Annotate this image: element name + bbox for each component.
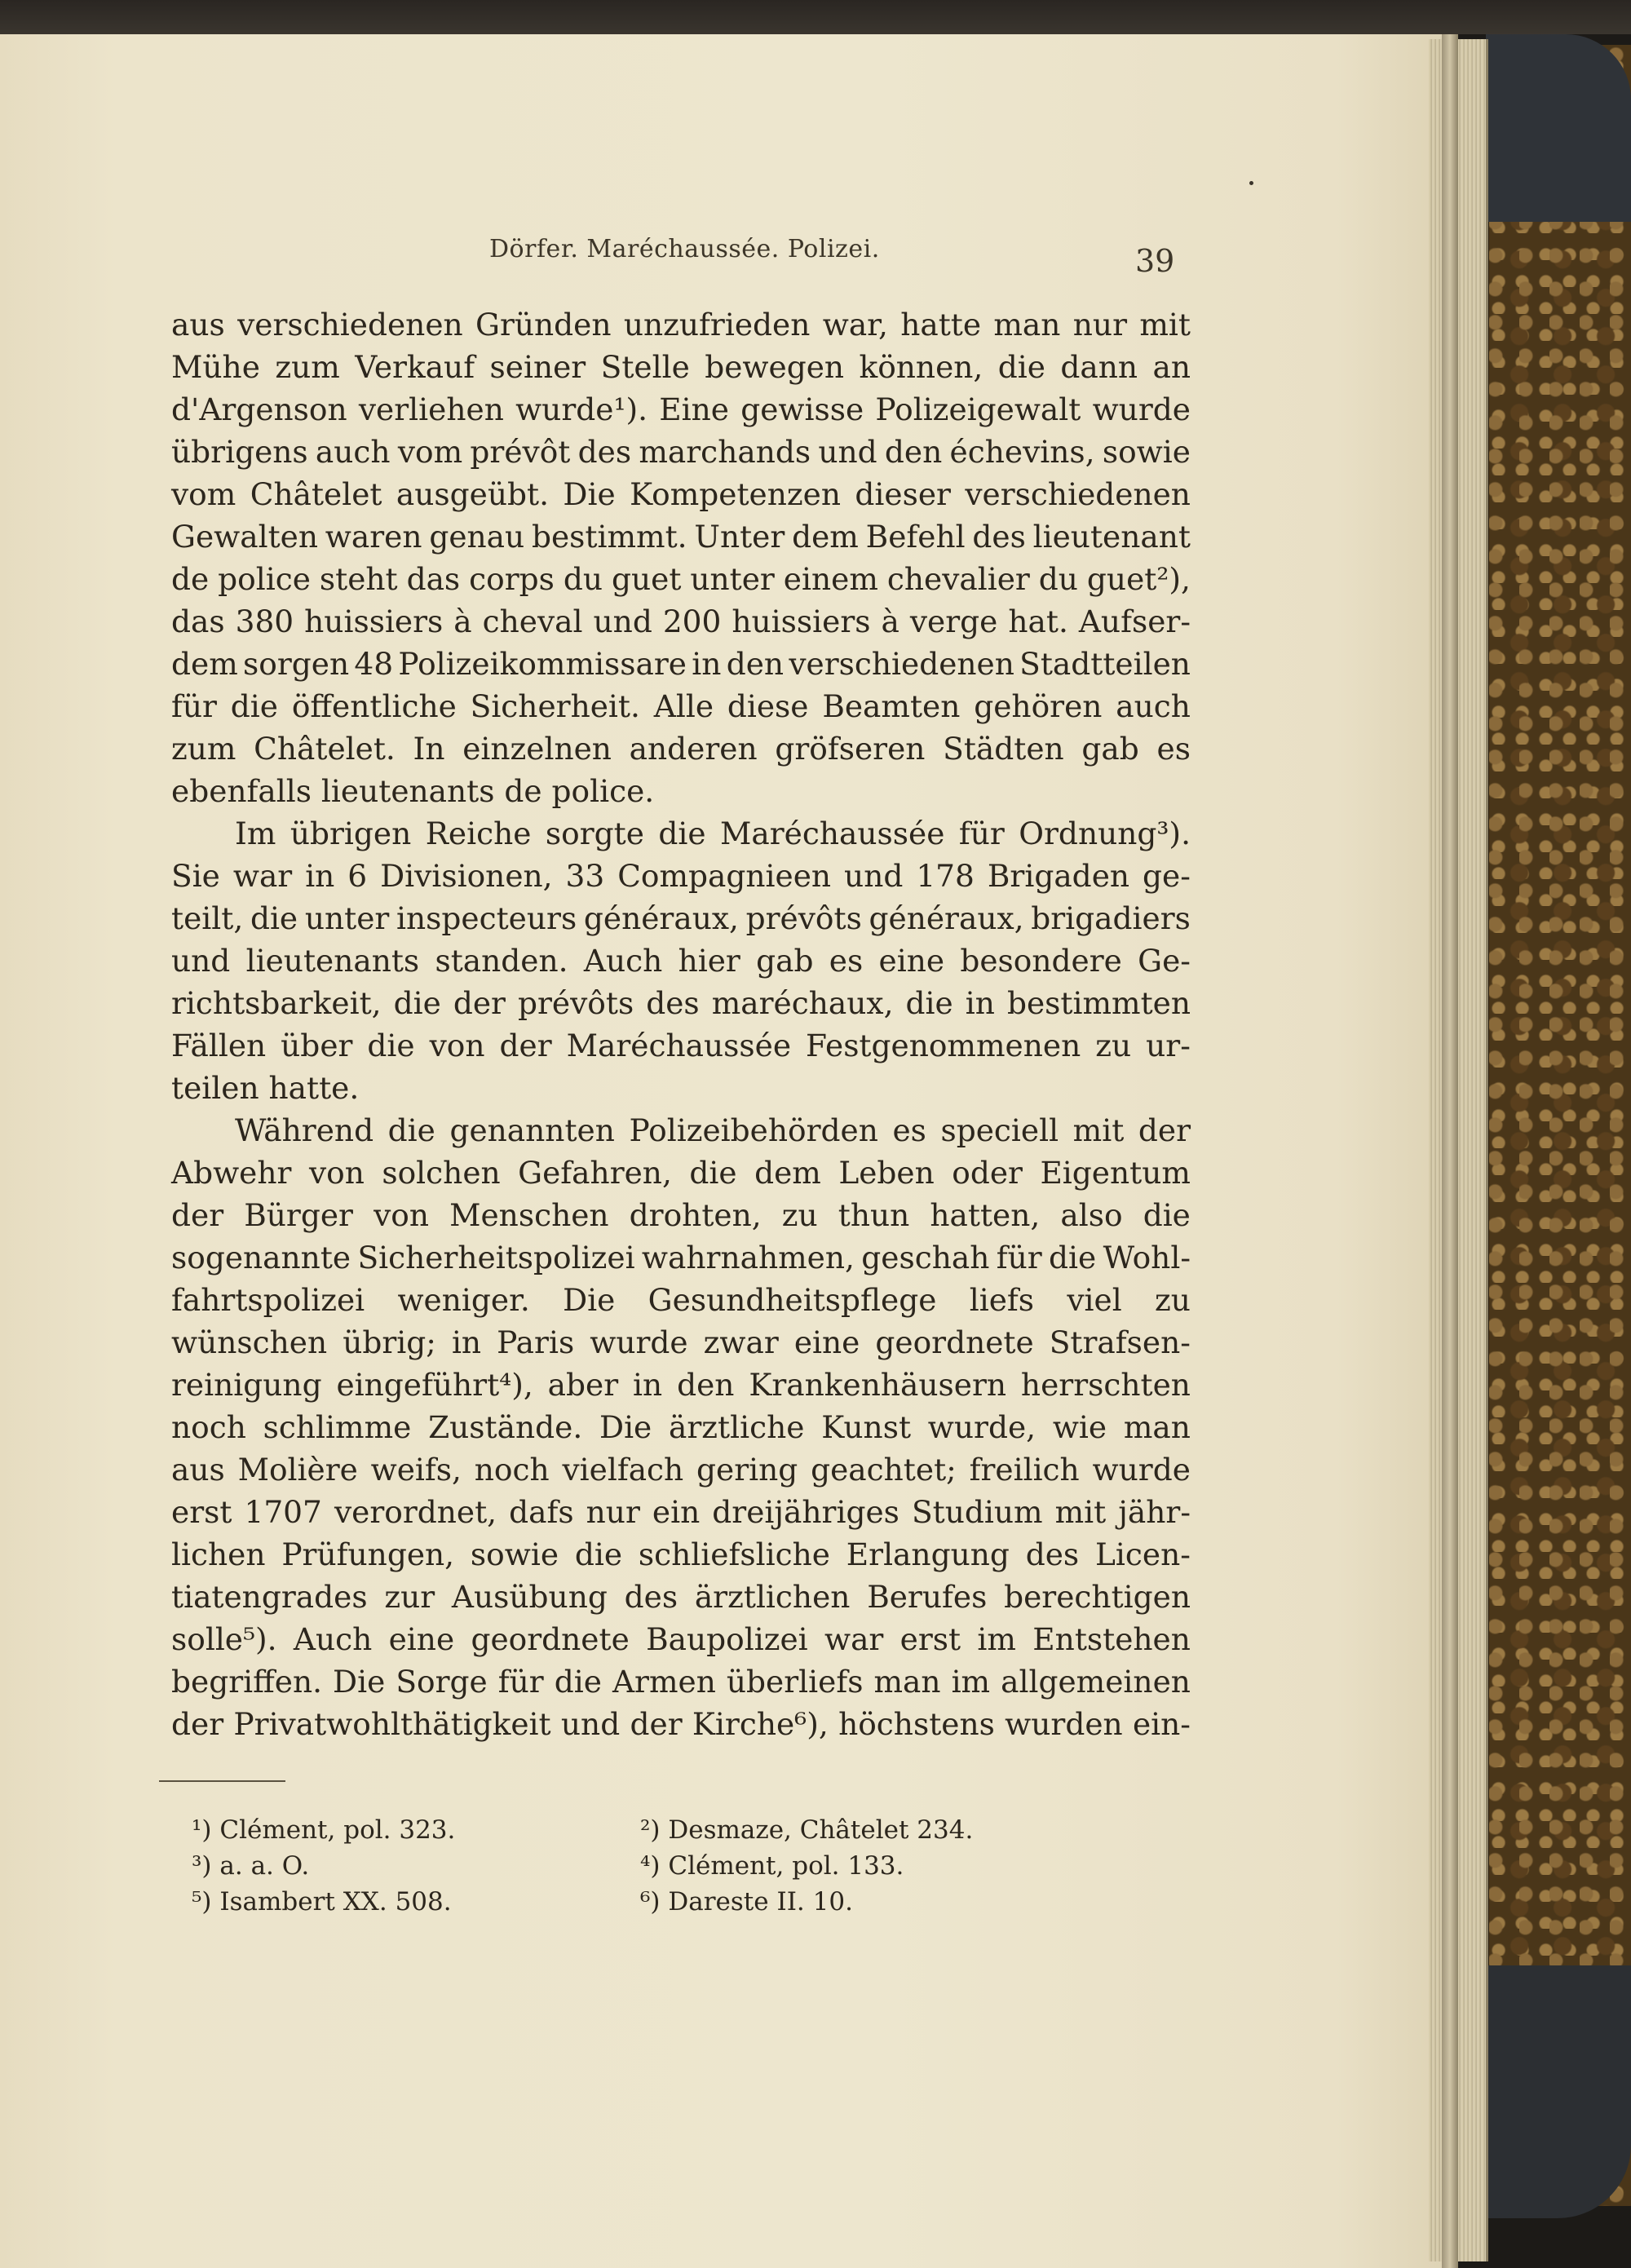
text-line: Gewalten waren genau bestimmt. Unter dem Befehl des lieutenant (171, 519, 1191, 555)
footnote-4: ⁴) Clément, pol. 133. (640, 1851, 904, 1881)
text-line: sogenannte Sicherheitspolizei wahrnahmen, geschah für die Wohl- (171, 1240, 1191, 1275)
text-line: solle⁵). Auch eine geordnete Baupolizei war erst im Entstehen (171, 1621, 1191, 1657)
text-line: fahrtspolizei weniger. Die Gesundheitspflege liefs viel zu (171, 1282, 1191, 1318)
text-line: Sie war in 6 Divisionen, 33 Compagnieen und 178 Brigaden ge- (171, 858, 1191, 894)
text-line: aus Molière weifs, noch vielfach gering geachtet; freilich wurde (171, 1452, 1191, 1488)
body-text (171, 303, 1191, 1745)
text-line: erst 1707 verordnet, dafs nur ein dreijähriges Studium mit jähr- (171, 1494, 1191, 1530)
footnote-row (192, 1884, 1089, 1920)
footnote-rule (159, 1780, 285, 1782)
text-line: Im übrigen Reiche sorgte die Maréchaussée für Ordnung³). (235, 816, 1191, 851)
footnote-1: ¹) Clément, pol. 323. (192, 1815, 456, 1845)
text-line: noch schlimme Zustände. Die ärztliche Kunst wurde, wie man (171, 1409, 1191, 1445)
text-line: teilen hatte. (171, 1070, 360, 1106)
text-line: für die öffentliche Sicherheit. Alle diese Beamten gehören auch (171, 688, 1191, 724)
text-line: dem sorgen 48 Polizeikommissare in den verschiedenen Stadtteilen (171, 646, 1191, 682)
text-line: und lieutenants standen. Auch hier gab es eine besondere Ge- (171, 943, 1191, 979)
text-line: vom Châtelet ausgeübt. Die Kompetenzen dieser verschiedenen (171, 476, 1191, 512)
text-line: Mühe zum Verkauf seiner Stelle bewegen können, die dann an (171, 349, 1191, 385)
footnote-row (192, 1812, 1089, 1848)
cover-corner-top (1486, 34, 1631, 222)
text-line: zum Châtelet. In einzelnen anderen gröfseren Städten gab es (171, 731, 1191, 767)
text-line: übrigens auch vom prévôt des marchands und den échevins, sowie (171, 434, 1191, 470)
text-line: wünschen übrig; in Paris wurde zwar eine geordnete Strafsen- (171, 1324, 1191, 1360)
marbled-cover (1486, 45, 1631, 2206)
page-number: 39 (1135, 243, 1175, 279)
text-line: der Bürger von Menschen drohten, zu thun hatten, also die (171, 1197, 1191, 1233)
text-line: d'Argenson verliehen wurde¹). Eine gewisse Polizeigewalt wurde (171, 391, 1191, 427)
cover-corner-bottom (1486, 1965, 1631, 2218)
text-line: teilt, die unter inspecteurs généraux, prévôts généraux, brigadiers (171, 900, 1191, 936)
page-edges (1429, 39, 1488, 2261)
text-line: Während die genannten Polizeibehörden es speciell mit der (235, 1112, 1191, 1148)
text-line: Abwehr von solchen Gefahren, die dem Leben oder Eigentum (171, 1155, 1191, 1191)
footnotes (192, 1812, 1089, 1920)
text-line: das 380 huissiers à cheval und 200 huissiers à verge hat. Aufser- (171, 603, 1191, 639)
text-line: lichen Prüfungen, sowie die schliefsliche Erlangung des Licen- (171, 1536, 1191, 1572)
footnote-6: ⁶) Dareste II. 10. (640, 1887, 853, 1917)
text-line: aus verschiedenen Gründen unzufrieden war, hatte man nur mit (171, 307, 1191, 343)
text-line: de police steht das corps du guet unter einem chevalier du guet²), (171, 561, 1191, 597)
paper-speck (1249, 181, 1253, 185)
footnote-3: ³) a. a. O. (192, 1851, 310, 1881)
text-line: reinigung eingeführt⁴), aber in den Krankenhäusern herrschten (171, 1367, 1191, 1403)
running-header: Dörfer. Maréchaussée. Polizei. (489, 235, 880, 263)
text-line: Fällen über die von der Maréchaussée Festgenommenen zu ur- (171, 1028, 1191, 1063)
page-edge-strip (1442, 34, 1458, 2268)
text-line: tiatengrades zur Ausübung des ärztlichen Berufes berechtigen (171, 1579, 1191, 1615)
text-line: begriffen. Die Sorge für die Armen überliefs man im allgemeinen (171, 1664, 1191, 1700)
text-line: der Privatwohlthätigkeit und der Kirche⁶), höchstens wurden ein- (171, 1706, 1191, 1742)
footnote-row (192, 1848, 1089, 1884)
text-line: ebenfalls lieutenants de police. (171, 773, 655, 809)
footnote-2: ²) Desmaze, Châtelet 234. (640, 1815, 974, 1845)
scan-top-edge (0, 0, 1631, 34)
footnote-5: ⁵) Isambert XX. 508. (192, 1887, 452, 1917)
text-line: richtsbarkeit, die der prévôts des maréchaux, die in bestimmten (171, 985, 1191, 1021)
